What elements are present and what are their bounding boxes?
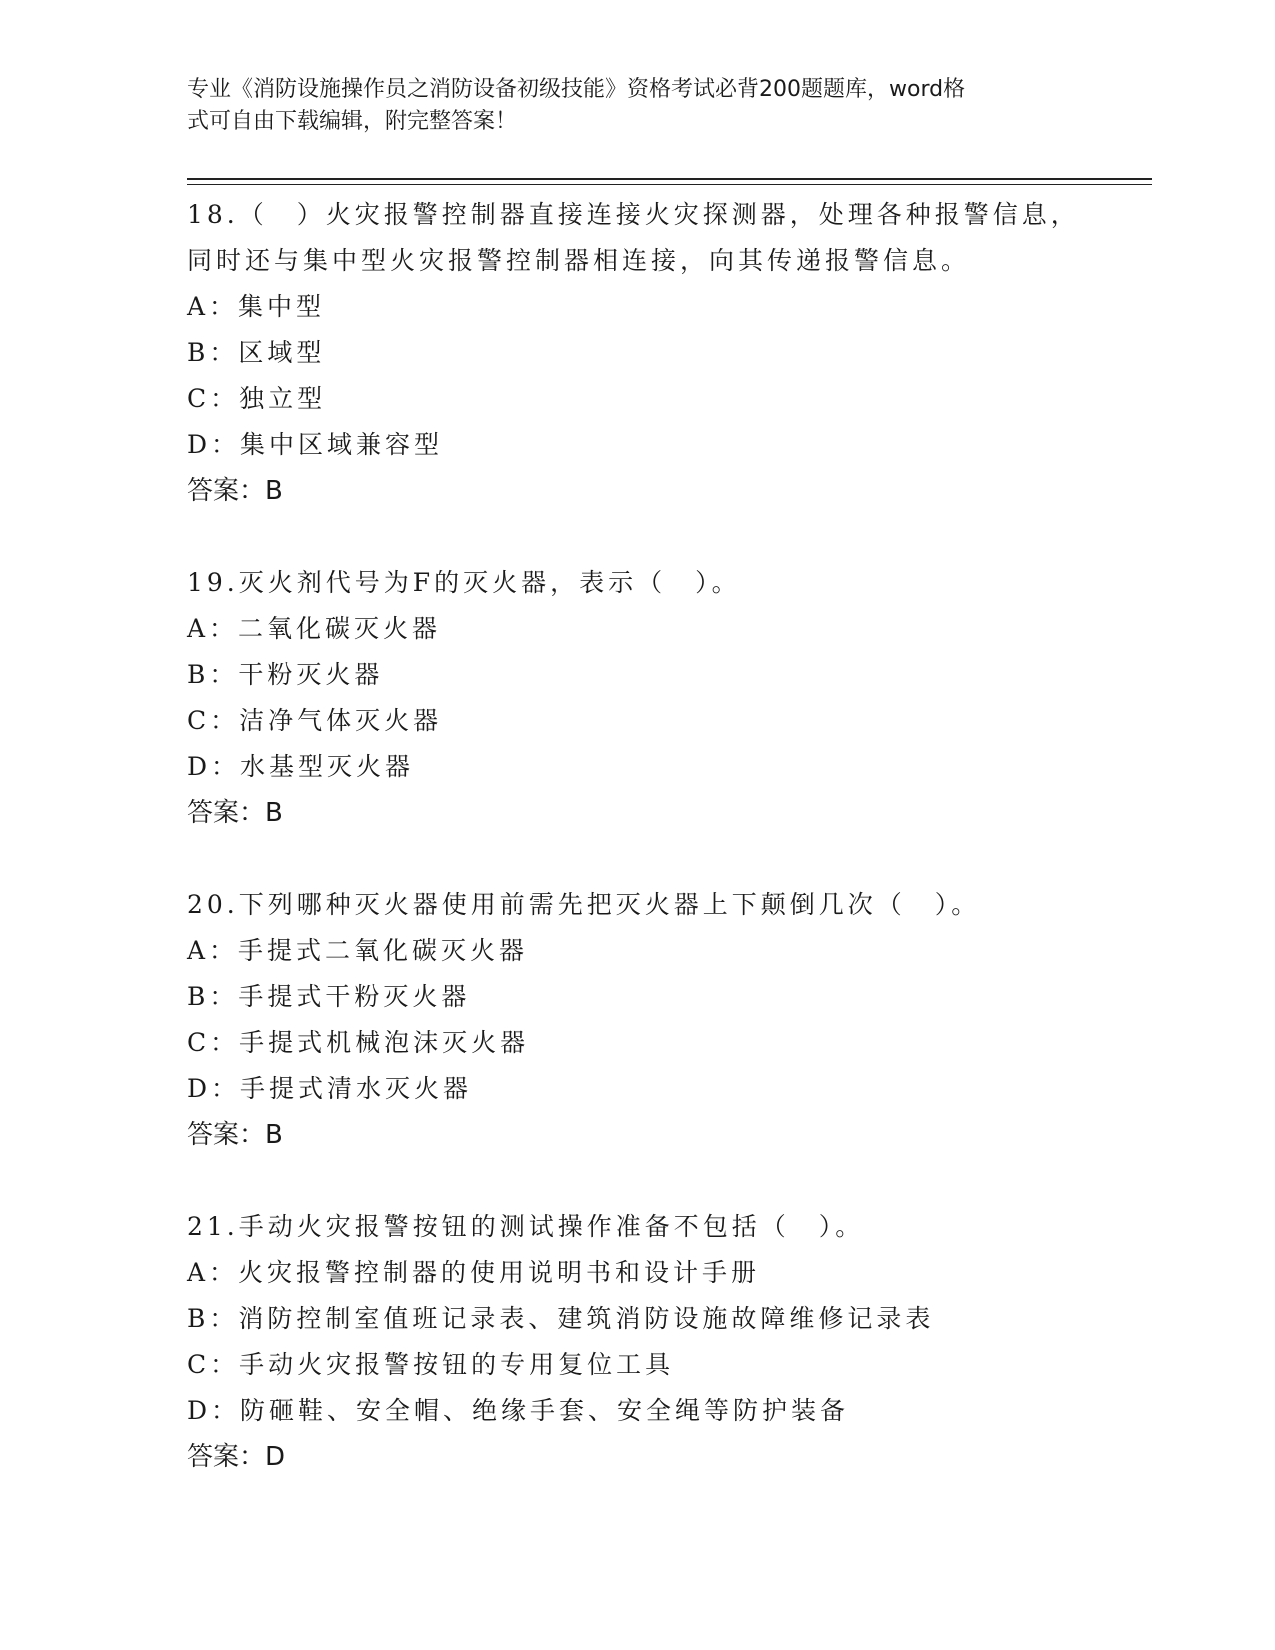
option-a: A：二氧化碳灭火器 xyxy=(187,614,442,643)
question-title: 21.手动火灾报警按钮的测试操作准备不包括（ ）。 xyxy=(187,1212,865,1241)
header-divider-thin xyxy=(187,184,1152,185)
question-list xyxy=(187,192,1147,1526)
question-title xyxy=(187,192,1147,284)
document-header xyxy=(187,74,1067,138)
option-c: C：洁净气体灭火器 xyxy=(187,706,443,735)
question-title-line: 同时还与集中型火灾报警控制器相连接，向其传递报警信息。 xyxy=(187,246,971,275)
header-line-2: 式可自由下载编辑，附完整答案！ xyxy=(187,109,518,134)
option-d: D：水基型灭火器 xyxy=(187,752,415,781)
question-title-line: 18.（ ）火灾报警控制器直接连接火灾探测器，处理各种报警信息， xyxy=(187,200,1080,229)
header-divider-thick xyxy=(187,178,1152,180)
question-18 xyxy=(187,192,1147,514)
option-c: C：手提式机械泡沫灭火器 xyxy=(187,1028,530,1057)
header-line-1: 专业《消防设施操作员之消防设备初级技能》资格考试必背200题题库，word格 xyxy=(187,77,966,102)
question-title: 20.下列哪种灭火器使用前需先把灭火器上下颠倒几次（ ）。 xyxy=(187,890,981,919)
option-d: D：集中区域兼容型 xyxy=(187,430,444,459)
option-b: B：干粉灭火器 xyxy=(187,660,384,689)
question-title: 19.灭火剂代号为F的灭火器，表示（ ）。 xyxy=(187,568,741,597)
question-20 xyxy=(187,882,1147,1158)
option-b: B：区域型 xyxy=(187,338,326,367)
question-21 xyxy=(187,1204,1147,1480)
answer-label: 答案：D xyxy=(187,1442,286,1472)
question-19 xyxy=(187,560,1147,836)
option-a: A：手提式二氧化碳灭火器 xyxy=(187,936,529,965)
option-c: C：手动火灾报警按钮的专用复位工具 xyxy=(187,1350,675,1379)
option-d: D：手提式清水灭火器 xyxy=(187,1074,473,1103)
answer-label: 答案：B xyxy=(187,1120,283,1150)
option-b: B：消防控制室值班记录表、建筑消防设施故障维修记录表 xyxy=(187,1304,935,1333)
option-c: C：独立型 xyxy=(187,384,327,413)
option-a: A：集中型 xyxy=(187,292,326,321)
option-b: B：手提式干粉灭火器 xyxy=(187,982,471,1011)
option-a: A：火灾报警控制器的使用说明书和设计手册 xyxy=(187,1258,761,1287)
option-d: D：防砸鞋、安全帽、绝缘手套、安全绳等防护装备 xyxy=(187,1396,850,1425)
answer-label: 答案：B xyxy=(187,798,283,828)
answer-label: 答案：B xyxy=(187,476,283,506)
